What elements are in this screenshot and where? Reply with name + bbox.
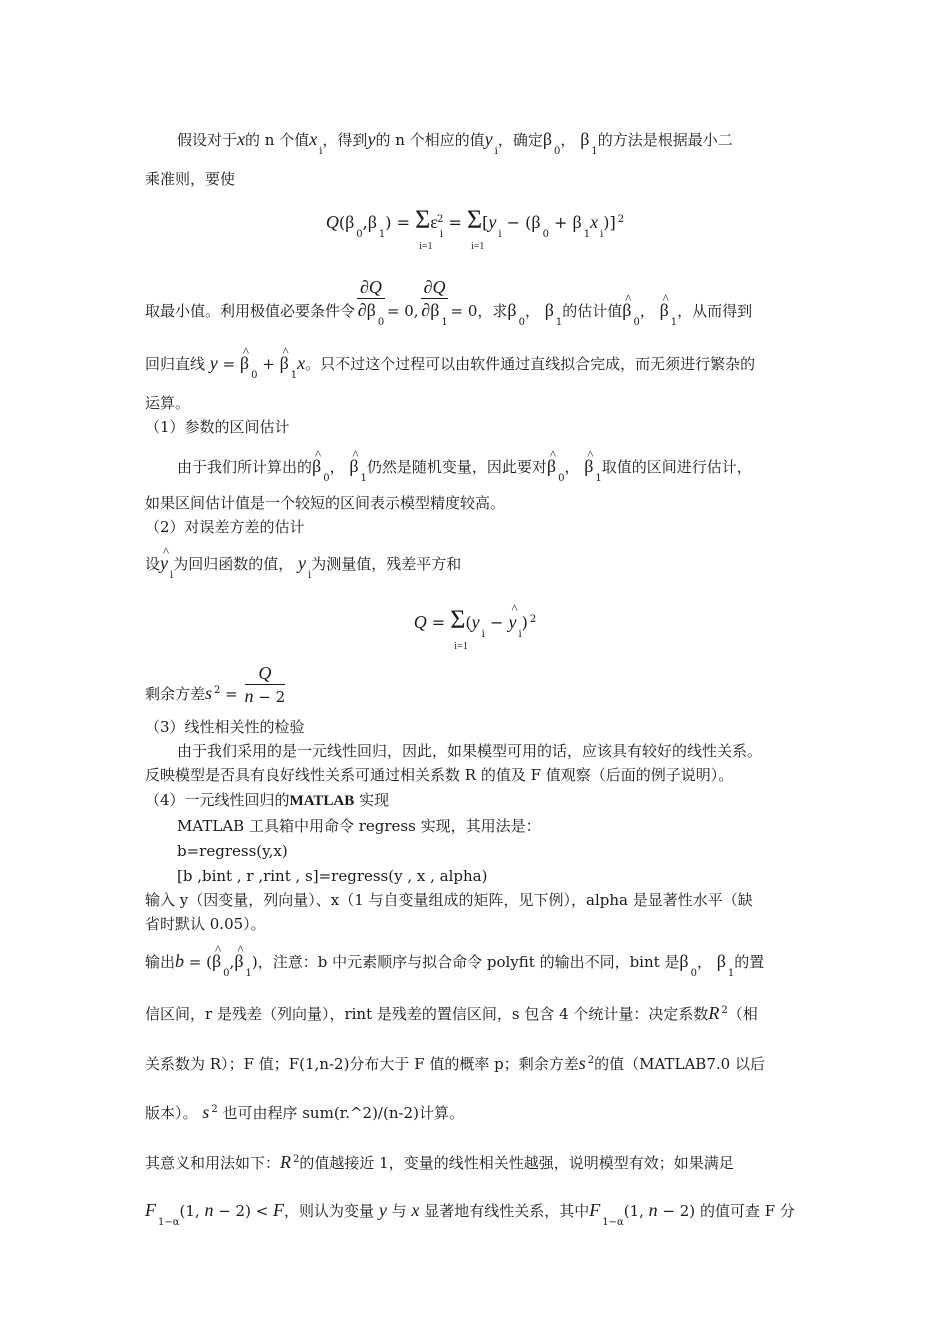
section-heading-1: （1）参数的区间估计 <box>145 418 290 436</box>
paragraph-line: 信区间，r 是残差（列向量），rint 是残差的置信区间，s 包含 4 个统计量：决定系数R $^2$（相 <box>145 1003 758 1023</box>
paragraph-line: 反映模型是否具有良好线性关系可通过相关系数 R 的值及 F 值观察（后面的例子说明）。 <box>145 766 734 784</box>
paragraph-residual: 设^ $y_i$为回归函数的值， $y_i$为测量值，残差平方和 <box>145 552 810 578</box>
section-heading-2: （2）对误差方差的估计 <box>145 518 305 536</box>
paragraph-line: 其意义和用法如下：R $^2$的值越接近 1，变量的线性相关性越强，说明模型有效；如果满足 <box>145 1152 734 1172</box>
paragraph-output: 输出b = (^ $\beta_0,\^{}$ $\beta_1$)，注意：b 中元素顺序与拟合命令 polyfit 的输出不同，bint 是$\beta_0$， $\beta_1$的置 <box>145 950 810 976</box>
equation-residual-sum: Q = Σ i=1 ($y_i$ − ^ $y_i$) $^2$ <box>0 605 950 655</box>
paragraph-line: 省时默认 0.05）。 <box>145 915 266 933</box>
code-line: [b ,bint , r ,rint , s]=regress(y , x , alpha) <box>177 867 488 885</box>
paragraph-line: 乘准则，要使 <box>145 170 236 188</box>
paragraph-line: MATLAB 工具箱中用命令 regress 实现，其用法是： <box>177 817 541 835</box>
paragraph-line: 关系数为 R）；F 值；F(1,n-2)分布大于 F 值的概率 p；剩余方差s $^2$的值（MATLAB7.0 以后 <box>145 1053 765 1073</box>
section-heading-4: （4）一元线性回归的MATLAB 实现 <box>145 791 390 809</box>
paragraph-line: 如果区间估计值是一个较短的区间表示模型精度较高。 <box>145 494 506 512</box>
code-line: b=regress(y,x) <box>177 842 288 860</box>
paragraph-ftest: $F_{1-\alpha}(1$, n − 2) < F，则认为变量 y 与 x 显著地有线性关系，其中$F_{1-\alpha}(1$, n − 2) 的值可查 F 分 <box>145 1200 795 1228</box>
paragraph-interval: 由于我们所计算出的^ $\beta_0$， ^ $\beta_1$仍然是随机变量，因此要对^ $\beta_0$， ^ $\beta_1$取值的区间进行估计， <box>145 455 842 481</box>
paragraph-line: 版本）。 s $^2$ 也可由程序 sum(r.^2)/(n-2)计算。 <box>145 1102 464 1122</box>
paragraph-line: 输入 y（因变量，列向量）、x（1 与自变量组成的矩阵，见下例），alpha 是显著性水平（缺 <box>145 891 753 909</box>
paragraph-variance: 剩余方差s $^2$ = $\frac{Q}{n - 2}$ <box>145 663 286 706</box>
paragraph-regression-line: 回归直线 y = ^ $\beta_0$ + ^ $\beta_1x$。只不过这个过程可以由软件通过直线拟合完成，而无须进行繁杂的 <box>145 352 810 378</box>
paragraph-line: 运算。 <box>145 394 191 412</box>
paragraph-intro: 假设对于x的 n 个值$x_i$，得到y的 n 个相应的值$y_i$，确定$\beta_0$， $\beta_1$的方法是根据最小二 <box>177 129 733 157</box>
paragraph-min: 取最小值。利用极值必要条件令 $\frac{\partial Q}{\partial\beta_0}$ = 0, $\frac{\partial Q}{\partial\beta_1}$ = 0，求$\beta_0$， $\beta_1$的估计值^ $\beta_0$， ^ $\beta_1$，从而得到 <box>145 276 810 332</box>
paragraph-line: 由于我们采用的是一元线性回归，因此，如果模型可用的话，应该具有较好的线性关系。 <box>177 742 763 760</box>
equation-least-squares: $Q(\beta_0,\beta_1) = \Sigma$ i=1 $\varepsilon_i^2 = \Sigma$ i=1 $[y_i - (\beta_0 + \beta_1x_i)]$ $^2$ <box>325 205 625 252</box>
section-heading-3: （3）线性相关性的检验 <box>145 718 305 736</box>
